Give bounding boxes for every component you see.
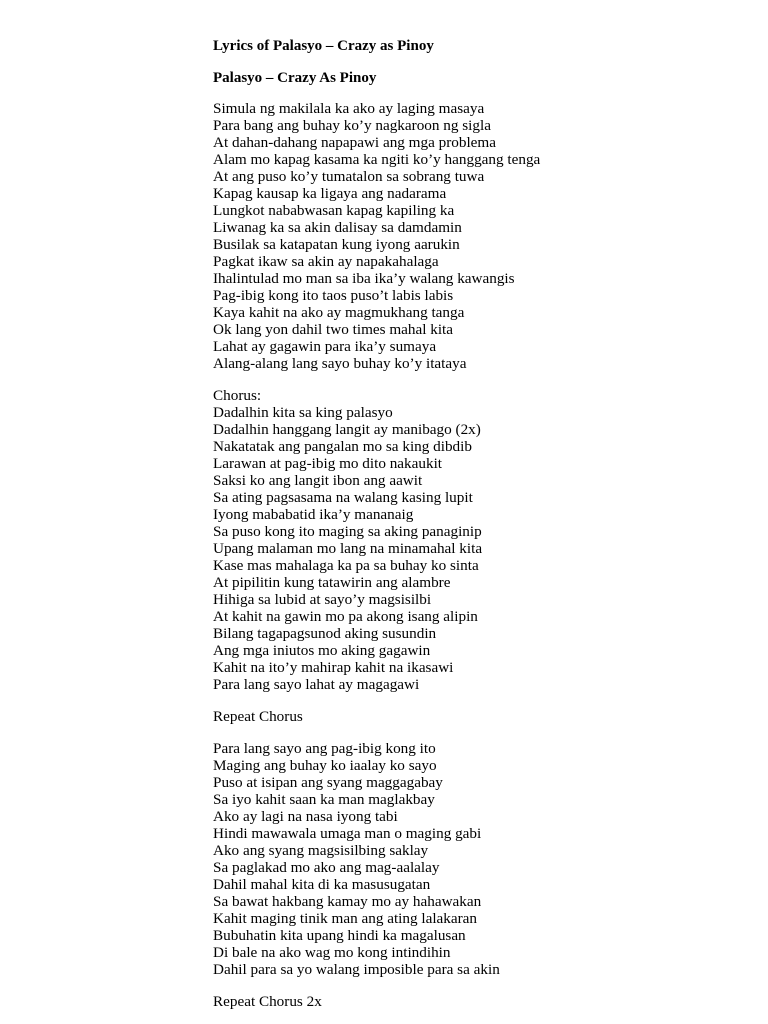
lyric-line: Upang malaman mo lang na minamahal kita: [213, 540, 483, 557]
lyric-line: Para bang ang buhay ko’y nagkaroon ng sigla: [213, 117, 491, 134]
lyric-line: Maging ang buhay ko iaalay ko sayo: [213, 757, 437, 774]
lyric-line: At dahan-dahang napapawi ang mga problema: [213, 134, 496, 151]
lyrics-page: [213, 36, 753, 1010]
lyric-line: Busilak sa katapatan kung iyong aarukin: [213, 236, 460, 253]
lyric-line: Simula ng makilala ka ako ay laging masaya: [213, 100, 485, 117]
verse-1: [213, 100, 753, 372]
song-title: Palasyo – Crazy As Pinoy: [213, 70, 377, 86]
lyric-line: Sa bawat hakbang kamay mo ay hahawakan: [213, 893, 482, 910]
lyric-line: Dahil para sa yo walang imposible para sa akin: [213, 961, 500, 978]
lyric-line: Kahit na ito’y mahirap kahit na ikasawi: [213, 659, 454, 676]
repeat-chorus-2x-label: Repeat Chorus 2x: [213, 993, 322, 1010]
lyric-line: Ihalintulad mo man sa iba ika’y walang kawangis: [213, 270, 515, 287]
lyric-line: Kahit maging tinik man ang ating lalakaran: [213, 910, 478, 927]
lyric-line: Kase mas mahalaga ka pa sa buhay ko sinta: [213, 557, 479, 574]
lyric-line: Sa puso kong ito maging sa aking panaginip: [213, 523, 482, 540]
lyric-line: Kaya kahit na ako ay magmukhang tanga: [213, 304, 465, 321]
lyric-line: Pag-ibig kong ito taos puso’t labis labis: [213, 287, 454, 304]
lyric-line: Hihiga sa lubid at sayo’y magsisilbi: [213, 591, 432, 608]
lyric-line: Larawan at pag-ibig mo dito nakaukit: [213, 455, 443, 472]
lyric-line: Pagkat ikaw sa akin ay napakahalaga: [213, 253, 439, 270]
lyric-line: At ang puso ko’y tumatalon sa sobrang tuwa: [213, 168, 485, 185]
lyric-line: Lahat ay gagawin para ika’y sumaya: [213, 338, 437, 355]
lyric-line: Puso at isipan ang syang maggagabay: [213, 774, 443, 791]
lyric-line: Liwanag ka sa akin dalisay sa damdamin: [213, 219, 462, 236]
lyric-line: Dadalhin hanggang langit ay manibago (2x): [213, 421, 481, 438]
lyric-line: Iyong mababatid ika’y mananaig: [213, 506, 414, 523]
lyric-line: Ako ay lagi na nasa iyong tabi: [213, 808, 398, 825]
lyric-line: Nakatatak ang pangalan mo sa king dibdib: [213, 438, 472, 455]
lyric-line: Sa ating pagsasama na walang kasing lupit: [213, 489, 473, 506]
lyric-line: Ok lang yon dahil two times mahal kita: [213, 321, 454, 338]
lyric-line: Dadalhin kita sa king palasyo: [213, 404, 393, 421]
repeat-chorus-2x-note: [213, 993, 753, 1010]
chorus-label: Chorus:: [213, 387, 262, 404]
lyric-line: Alang-alang lang sayo buhay ko’y itataya: [213, 355, 467, 372]
lyric-line: Alam mo kapag kasama ka ngiti ko’y hanggang tenga: [213, 151, 541, 168]
lyric-line: Hindi mawawala umaga man o maging gabi: [213, 825, 482, 842]
lyric-line: Lungkot nababwasan kapag kapiling ka: [213, 202, 455, 219]
lyric-line: Saksi ko ang langit ibon ang aawit: [213, 472, 423, 489]
chorus: [213, 387, 753, 693]
lyric-line: Di bale na ako wag mo kong intindihin: [213, 944, 451, 961]
lyric-line: Para lang sayo ang pag-ibig kong ito: [213, 740, 436, 757]
lyric-line: Bilang tagapagsunod aking susundin: [213, 625, 437, 642]
lyric-line: At kahit na gawin mo pa akong isang alipin: [213, 608, 478, 625]
lyric-line: Dahil mahal kita di ka masusugatan: [213, 876, 431, 893]
repeat-chorus-label: Repeat Chorus: [213, 708, 303, 725]
lyric-line: Sa iyo kahit saan ka man maglakbay: [213, 791, 435, 808]
document-title: Lyrics of Palasyo – Crazy as Pinoy: [213, 38, 434, 54]
repeat-chorus-note: [213, 708, 753, 725]
lyric-line: Ang mga iniutos mo aking gagawin: [213, 642, 431, 659]
lyric-line: At pipilitin kung tatawirin ang alambre: [213, 574, 451, 591]
lyric-line: Kapag kausap ka ligaya ang nadarama: [213, 185, 447, 202]
lyric-line: Sa paglakad mo ako ang mag-aalalay: [213, 859, 440, 876]
lyric-line: Para lang sayo lahat ay magagawi: [213, 676, 420, 693]
lyric-line: Bubuhatin kita upang hindi ka magalusan: [213, 927, 466, 944]
lyric-line: Ako ang syang magsisilbing saklay: [213, 842, 429, 859]
verse-2: [213, 740, 753, 978]
